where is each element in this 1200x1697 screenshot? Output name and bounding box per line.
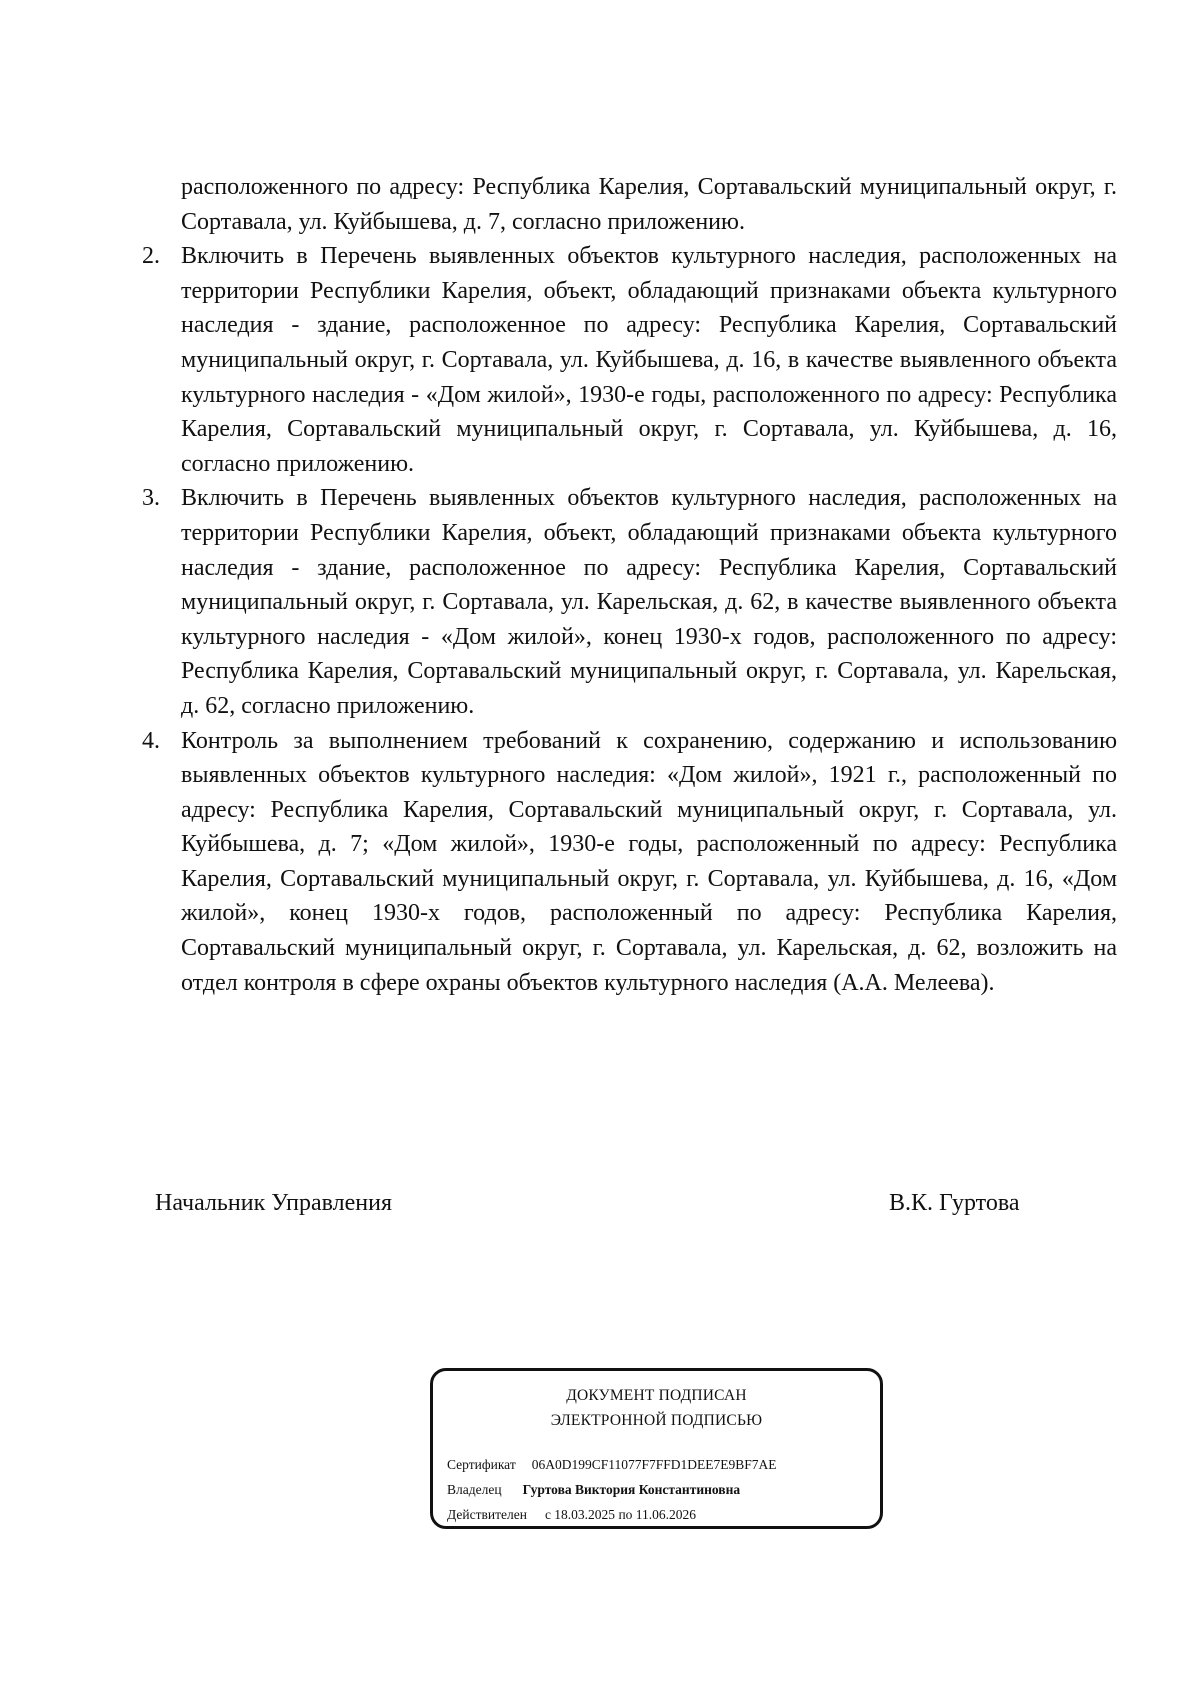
stamp-header-line-1: ДОКУМЕНТ ПОДПИСАН [566, 1387, 747, 1404]
certificate-value: 06A0D199CF11077F7FFD1DEE7E9BF7AE [531, 1457, 777, 1472]
stamp-header-line-2: ЭЛЕКТРОННОЙ ПОДПИСЬЮ [550, 1412, 763, 1429]
stamp-validity-row [447, 1506, 696, 1524]
paragraph-continuation [0, 170, 1117, 239]
valid-to: по 11.06.2026 [618, 1507, 697, 1522]
owner-value: Гуртова Виктория Константиновна [522, 1482, 741, 1497]
electronic-signature-stamp [430, 1368, 883, 1529]
paragraph-text: Включить в Перечень выявленных объектов культурного наследия, расположенных на территории Республики Карелия, объект, обладающий признаками объекта культурного наследия - здание, расположенное по адресу: Республика Карелия, Сортавальский муниципальный округ, г. Сортавала, ул. Карельская, д. 62, в качестве выявленного объекта культурного наследия - «Дом жилой», конец 1930-х годов, расположенного по адресу: Республика Карелия, Сортавальский муниципальный округ, г. Сортавала, ул. Карельская, д. 62, согласно приложению. [181, 485, 1117, 719]
paragraph-item-3 [0, 481, 1117, 723]
paragraph-number: 4. [142, 727, 160, 754]
valid-label: Действителен [447, 1507, 527, 1522]
paragraph-number: 3. [142, 485, 160, 512]
paragraph-item-2 [0, 239, 1117, 481]
valid-from: с 18.03.2025 [544, 1507, 616, 1522]
paragraph-text: расположенного по адресу: Республика Карелия, Сортавальский муниципальный округ, г. Сортавала, ул. Куйбышева, д. 7, согласно приложению. [181, 174, 1117, 235]
paragraph-text: Включить в Перечень выявленных объектов культурного наследия, расположенных на территории Республики Карелия, объект, обладающий признаками объекта культурного наследия - здание, расположенное по адресу: Республика Карелия, Сортавальский муниципальный округ, г. Сортавала, ул. Куйбышева, д. 16, в качестве выявленного объекта культурного наследия - «Дом жилой», 1930-е годы, расположенного по адресу: Республика Карелия, Сортавальский муниципальный округ, г. Сортавала, ул. Куйбышева, д. 16, согласно приложению. [181, 243, 1117, 477]
paragraph-text: Контроль за выполнением требований к сохранению, содержанию и использованию выявленных объектов культурного наследия: «Дом жилой», 1921 г., расположенный по адресу: Республика Карелия, Сортавальский муниципальный округ, г. Сортавала, ул. Куйбышева, д. 7; «Дом жилой», 1930-е годы, расположенный по адресу: Республика Карелия, Сортавальский муниципальный округ, г. Сортавала, ул. Куйбышева, д. 16, «Дом жилой», конец 1930-х годов, расположенный по адресу: Республика Карелия, Сортавальский муниципальный округ, г. Сортавала, ул. Карельская, д. 62, возложить на отдел контроля в сфере охраны объектов культурного наследия (А.А. Мелеева). [181, 727, 1117, 996]
owner-label: Владелец [447, 1482, 502, 1497]
stamp-certificate-row [447, 1456, 777, 1474]
signature-block [0, 1186, 1200, 1220]
document-body [0, 170, 1200, 1000]
signer-name: В.К. Гуртова [889, 1190, 1020, 1216]
stamp-owner-row [447, 1481, 740, 1499]
paragraph-number: 2. [142, 243, 160, 270]
certificate-label: Сертификат [447, 1457, 516, 1472]
stamp-header [433, 1383, 880, 1433]
paragraph-item-4 [0, 724, 1117, 1001]
signer-title: Начальник Управления [155, 1190, 392, 1216]
